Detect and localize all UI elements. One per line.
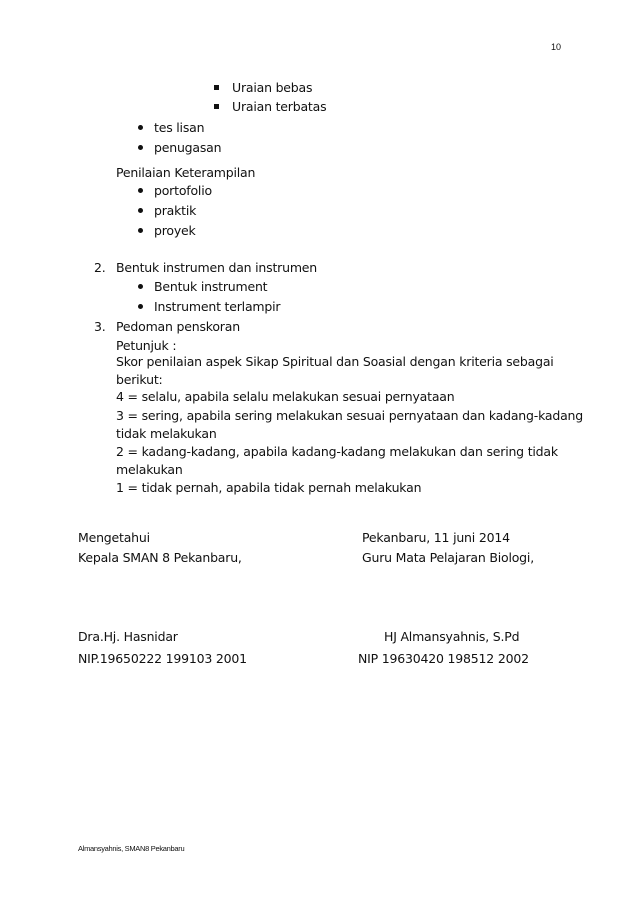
scoring-line: 3 = sering, apabila sering melakukan sesuai pernyataan dan kadang-kadang — [116, 408, 584, 423]
list-number: 3. — [94, 319, 106, 334]
bullet-icon — [138, 188, 143, 193]
skills-item: proyek — [154, 223, 196, 238]
scoring-line: berikut: — [116, 372, 163, 387]
skills-item: praktik — [154, 203, 197, 218]
bullet-item: tes lisan — [154, 120, 205, 135]
skills-heading: Penilaian Keterampilan — [116, 165, 256, 180]
signature-left-line1: Mengetahui — [78, 530, 150, 545]
signature-right-line2: Guru Mata Pelajaran Biologi, — [362, 550, 534, 565]
signature-right-name: HJ Almansyahnis, S.Pd — [384, 629, 520, 644]
bullet-icon — [138, 208, 143, 213]
square-bullet-icon — [214, 104, 219, 109]
signature-left-line2: Kepala SMAN 8 Pekanbaru, — [78, 550, 242, 565]
signature-right-nip: NIP 19630420 198512 2002 — [358, 651, 529, 666]
scoring-line: Skor penilaian aspek Sikap Spiritual dan Soasial dengan kriteria sebagai — [116, 354, 554, 369]
bullet-item: penugasan — [154, 140, 222, 155]
scoring-line: melakukan — [116, 462, 183, 477]
scoring-line: tidak melakukan — [116, 426, 217, 441]
sub-bullet-item: Uraian terbatas — [232, 99, 327, 114]
scoring-line: Petunjuk : — [116, 338, 177, 353]
list-number: 2. — [94, 260, 106, 275]
bullet-icon — [138, 125, 143, 130]
bullet-item: Instrument terlampir — [154, 299, 281, 314]
scoring-line: 4 = selalu, apabila selalu melakukan sesuai pernyataan — [116, 389, 455, 404]
sub-bullet-item: Uraian bebas — [232, 80, 313, 95]
bullet-icon — [138, 228, 143, 233]
signature-left-nip: NIP.19650222 199103 2001 — [78, 651, 247, 666]
signature-right-line1: Pekanbaru, 11 juni 2014 — [362, 530, 510, 545]
bullet-icon — [138, 304, 143, 309]
bullet-icon — [138, 284, 143, 289]
bullet-icon — [138, 145, 143, 150]
bullet-item: Bentuk instrument — [154, 279, 268, 294]
signature-left-name: Dra.Hj. Hasnidar — [78, 629, 178, 644]
scoring-line: 1 = tidak pernah, apabila tidak pernah melakukan — [116, 480, 422, 495]
page-number: 10 — [551, 42, 562, 52]
page-footer: Almansyahnis, SMAN8 Pekanbaru — [78, 844, 185, 853]
skills-item: portofolio — [154, 183, 212, 198]
list-item-text: Pedoman penskoran — [116, 319, 240, 334]
scoring-line: 2 = kadang-kadang, apabila kadang-kadang melakukan dan sering tidak — [116, 444, 558, 459]
square-bullet-icon — [214, 85, 219, 90]
list-item-text: Bentuk instrumen dan instrumen — [116, 260, 318, 275]
